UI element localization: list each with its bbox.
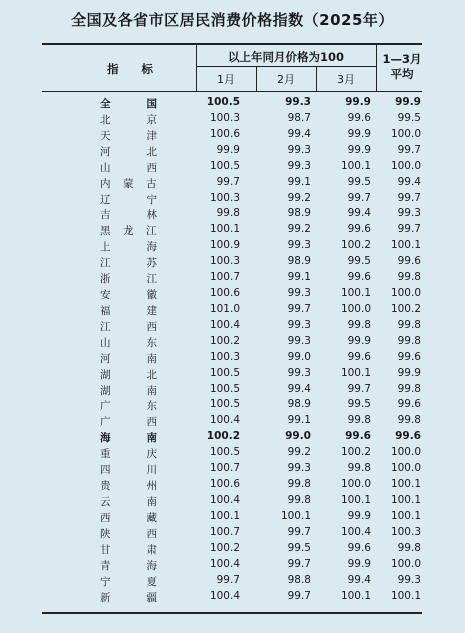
q1-average-value: 100.1 [390,478,421,491]
month-2-value: 99.4 [287,382,311,395]
q1-average-value: 100.0 [390,462,421,475]
month-header-3: 3月 [337,73,355,86]
table-row [0,271,465,287]
month-1-value: 100.5 [209,382,240,395]
region-name: 江西 [100,320,193,333]
month-2-value: 99.2 [287,191,311,204]
table-row [0,558,465,574]
q1-average-value: 99.8 [397,334,421,347]
region-name: 山西 [100,161,193,174]
month-1-value: 100.2 [209,334,240,347]
table-row [0,414,465,430]
q1-average-value: 100.0 [390,446,421,459]
region-name: 北京 [100,113,193,126]
month-3-value: 99.7 [347,382,371,395]
month-3-value: 100.2 [340,239,371,252]
header-divider-3 [316,67,317,91]
table-row [0,144,465,160]
q1-average-value: 100.1 [390,589,421,602]
table-row [0,239,465,255]
table-row [0,319,465,335]
month-2-value: 99.3 [287,159,311,172]
table-row [0,478,465,494]
q1-average-value: 100.1 [390,239,421,252]
table-row [0,223,465,239]
bottom-rule [42,612,422,614]
q1-average-value: 99.6 [397,350,421,363]
month-3-value: 100.1 [340,366,371,379]
q1-average-value: 99.6 [395,430,421,443]
table-row [0,590,465,606]
quarter-header-line1: 1—3月 [382,52,422,66]
month-2-value: 99.5 [287,541,311,554]
q1-average-value: 99.7 [397,223,421,236]
month-1-value: 100.3 [209,255,240,268]
q1-average-value: 99.6 [397,398,421,411]
region-name: 宁夏 [100,575,193,588]
month-1-value: 100.7 [209,271,240,284]
region-name: 陕西 [100,527,193,540]
month-3-value: 99.4 [347,573,371,586]
region-name: 湖北 [100,368,193,381]
month-3-value: 100.4 [340,525,371,538]
q1-average-value: 99.9 [395,96,421,108]
region-name: 河南 [100,352,193,365]
table-row [0,192,465,208]
table-row [0,351,465,367]
table-row [0,398,465,414]
table-row [0,303,465,319]
month-1-value: 100.3 [209,191,240,204]
month-1-value: 100.4 [209,318,240,331]
month-2-value: 98.7 [287,111,311,124]
region-name: 天津 [100,129,193,142]
month-1-value: 100.1 [209,509,240,522]
month-3-value: 100.1 [340,589,371,602]
month-2-value: 99.3 [287,239,311,252]
month-2-value: 98.9 [287,207,311,220]
region-name: 浙江 [100,273,193,286]
q1-average-value: 99.8 [397,318,421,331]
month-3-value: 99.5 [347,175,371,188]
month-1-value: 99.9 [216,143,240,156]
month-1-value: 100.5 [209,398,240,411]
month-2-value: 98.9 [287,255,311,268]
table-row [0,446,465,462]
region-name: 新疆 [100,591,193,604]
month-1-value: 100.5 [209,366,240,379]
header-divider-4 [376,45,377,91]
q1-average-value: 99.8 [397,414,421,427]
month-1-value: 100.3 [209,350,240,363]
month-1-value: 100.5 [209,446,240,459]
indicator-header: 指 标 [107,62,153,76]
month-2-value: 99.7 [287,302,311,315]
region-name: 湖南 [100,384,193,397]
q1-average-value: 99.3 [397,207,421,220]
q1-average-value: 99.4 [397,175,421,188]
region-name: 贵州 [100,480,193,493]
q1-average-value: 99.8 [397,271,421,284]
month-2-value: 99.7 [287,557,311,570]
month-1-value: 100.5 [206,96,240,108]
region-name: 西藏 [100,511,193,524]
month-2-value: 99.0 [287,350,311,363]
month-3-value: 99.6 [347,350,371,363]
q1-average-value: 100.0 [390,127,421,140]
month-2-value: 99.4 [287,127,311,140]
month-2-value: 98.9 [287,398,311,411]
table-row [0,128,465,144]
table-row [0,367,465,383]
month-3-value: 100.1 [340,159,371,172]
region-name: 山东 [100,336,193,349]
group-underline [196,66,376,67]
region-name: 江苏 [100,257,193,270]
header-divider-1 [196,45,197,91]
table-row [0,510,465,526]
month-1-value: 100.6 [209,127,240,140]
month-2-value: 99.7 [287,589,311,602]
month-2-value: 99.1 [287,271,311,284]
month-2-value: 99.3 [287,318,311,331]
table-row [0,335,465,351]
month-1-value: 100.2 [209,541,240,554]
month-2-value: 99.3 [287,143,311,156]
month-2-value: 100.1 [280,509,311,522]
month-2-value: 99.3 [287,366,311,379]
top-rule [42,43,422,45]
header-divider-2 [256,67,257,91]
header-rule [42,91,422,92]
month-3-value: 100.1 [340,494,371,506]
month-1-value: 100.2 [206,430,240,443]
month-3-value: 99.5 [347,255,371,268]
month-2-value: 99.2 [287,223,311,236]
month-3-value: 99.4 [347,207,371,220]
table-row [0,526,465,542]
month-1-value: 100.3 [209,111,240,124]
month-3-value: 99.9 [347,143,371,156]
month-3-value: 99.8 [347,318,371,331]
region-name: 全国 [100,98,193,110]
month-2-value: 99.2 [287,446,311,459]
region-name: 内蒙古 [100,177,169,190]
table-row [0,494,465,510]
region-name: 海南 [100,432,193,445]
month-1-value: 100.6 [209,287,240,300]
month-1-value: 100.4 [209,557,240,570]
month-1-value: 100.7 [209,525,240,538]
month-3-value: 100.1 [340,287,371,300]
table-row [0,255,465,271]
month-3-value: 100.2 [340,446,371,459]
q1-average-value: 99.7 [397,143,421,156]
region-name: 福建 [100,304,193,317]
month-3-value: 99.6 [347,271,371,284]
month-1-value: 101.0 [209,302,240,315]
q1-average-value: 100.0 [390,159,421,172]
month-1-value: 100.4 [209,589,240,602]
month-2-value: 99.1 [287,414,311,427]
month-3-value: 99.5 [347,398,371,411]
region-name: 云南 [100,496,193,508]
table-row [0,462,465,478]
month-3-value: 100.0 [340,478,371,491]
month-2-value: 99.8 [287,478,311,491]
region-name: 重庆 [100,448,193,461]
q1-average-value: 99.8 [397,382,421,395]
q1-average-value: 99.3 [397,573,421,586]
table-row [0,176,465,192]
region-name: 青海 [100,559,193,572]
quarter-header-line2: 平均 [390,67,414,81]
region-name: 四川 [100,464,193,477]
month-2-value: 99.3 [287,334,311,347]
month-1-value: 99.7 [216,573,240,586]
month-3-value: 99.9 [347,557,371,570]
table-row [0,207,465,223]
q1-average-value: 100.1 [390,509,421,522]
q1-average-value: 99.7 [397,191,421,204]
table-row [0,287,465,303]
month-3-value: 99.9 [347,334,371,347]
month-1-value: 100.9 [209,239,240,252]
group-header: 以上年同月价格为100 [227,50,344,64]
month-1-value: 99.8 [216,207,240,220]
q1-average-value: 99.5 [397,111,421,124]
region-name: 河北 [100,145,193,158]
table-row [0,542,465,558]
q1-average-value: 99.8 [397,541,421,554]
month-1-value: 100.7 [209,462,240,475]
month-3-value: 99.8 [347,462,371,475]
table-row [0,160,465,176]
region-name: 辽宁 [100,193,193,206]
q1-average-value: 100.0 [390,557,421,570]
region-name: 安徽 [100,289,193,302]
q1-average-value: 100.0 [390,287,421,300]
month-3-value: 99.6 [347,223,371,236]
month-header-1: 1月 [217,73,235,86]
region-name: 广西 [100,416,193,429]
month-3-value: 100.0 [340,302,371,315]
month-3-value: 99.6 [345,430,371,443]
region-name: 吉林 [100,209,193,222]
q1-average-value: 100.1 [390,494,421,506]
table-row [0,96,465,112]
table-row [0,383,465,399]
month-1-value: 100.4 [209,494,240,506]
month-2-value: 99.1 [287,175,311,188]
month-1-value: 99.7 [216,175,240,188]
month-1-value: 100.5 [209,159,240,172]
month-2-value: 99.3 [285,96,311,108]
month-3-value: 99.9 [347,127,371,140]
month-2-value: 99.7 [287,525,311,538]
month-1-value: 100.6 [209,478,240,491]
month-2-value: 98.8 [287,573,311,586]
month-1-value: 100.4 [209,414,240,427]
table-row [0,430,465,446]
table-row [0,574,465,590]
q1-average-value: 99.6 [397,255,421,268]
month-header-2: 2月 [277,73,295,86]
month-2-value: 99.8 [287,494,311,506]
month-3-value: 99.8 [347,414,371,427]
month-3-value: 99.6 [347,111,371,124]
q1-average-value: 99.9 [397,366,421,379]
q1-average-value: 100.2 [390,302,421,315]
month-2-value: 99.3 [287,287,311,300]
region-name: 广东 [100,400,193,413]
table-title: 全国及各省市区居民消费价格指数（2025年） [71,11,394,29]
region-name: 甘肃 [100,543,193,556]
month-3-value: 99.6 [347,541,371,554]
month-2-value: 99.0 [285,430,311,443]
month-3-value: 99.9 [345,96,371,108]
region-name: 黑龙江 [100,225,169,238]
region-name: 上海 [100,241,193,254]
q1-average-value: 100.3 [390,525,421,538]
month-2-value: 99.3 [287,462,311,475]
month-3-value: 99.9 [347,509,371,522]
month-3-value: 99.7 [347,191,371,204]
month-1-value: 100.1 [209,223,240,236]
table-row [0,112,465,128]
